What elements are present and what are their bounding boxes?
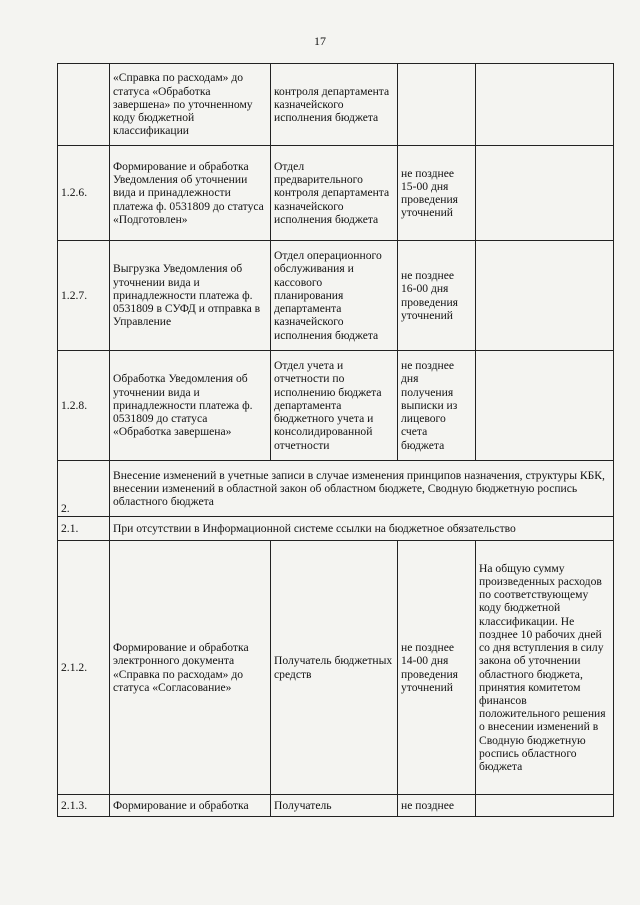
table-row [58,64,614,146]
row-note [476,146,614,241]
section-number: 2. [58,461,110,517]
table-row [58,146,614,241]
row-note [476,795,614,817]
row-action: «Справка по расходам» до статуса «Обработка завершена» по уточненному коду бюджетной классификации [110,64,271,146]
row-action: Обработка Уведомления об уточнении вида и принадлежности платежа ф. 0531809 до статуса «Обработка завершена» [110,351,271,461]
procedure-table [57,63,614,817]
row-deadline: не позднее [398,795,476,817]
row-executor: Отдел предварительного контроля департамента казначейского исполнения бюджета [271,146,398,241]
row-executor: Получатель бюджетных средств [271,541,398,795]
subsection-title: При отсутствии в Информационной системе ссылки на бюджетное обязательство [110,517,614,541]
section-title: Внесение изменений в учетные записи в случае изменения принципов назначения, структуры КБК, внесении изменений в областной закон об областном бюджете, Сводную бюджетную роспись областного бюджета [110,461,614,517]
row-deadline [398,64,476,146]
row-action: Формирование и обработка электронного документа «Справка по расходам» до статуса «Согласование» [110,541,271,795]
table-row [58,241,614,351]
row-action: Выгрузка Уведомления об уточнении вида и принадлежности платежа ф. 0531809 в СУФД и отправка в Управление [110,241,271,351]
table-row [58,351,614,461]
row-note [476,241,614,351]
row-number: 1.2.6. [58,146,110,241]
subsection-row [58,517,614,541]
row-deadline: не позднее 15-00 дня проведения уточнений [398,146,476,241]
page-number: 17 [314,34,326,48]
subsection-number: 2.1. [58,517,110,541]
table-row [58,795,614,817]
row-deadline: не позднее дня получения выписки из лицевого счета бюджета [398,351,476,461]
row-executor: Отдел операционного обслуживания и кассового планирования департамента казначейского исполнения бюджета [271,241,398,351]
row-note [476,351,614,461]
section-row [58,461,614,517]
row-number [58,64,110,146]
row-executor: Отдел учета и отчетности по исполнению бюджета департамента бюджетного учета и консолидированной отчетности [271,351,398,461]
row-number: 1.2.7. [58,241,110,351]
row-note: На общую сумму произведенных расходов по соответствующему коду бюджетной классификации. Не позднее 10 рабочих дней со дня вступления в силу закона об уточнении областного бюджета, принятия комитетом финансов положительного решения о внесении изменений в Сводную бюджетную роспись областного бюджета [476,541,614,795]
row-deadline: не позднее 16-00 дня проведения уточнений [398,241,476,351]
table-row [58,541,614,795]
row-note [476,64,614,146]
row-executor: контроля департамента казначейского исполнения бюджета [271,64,398,146]
row-executor: Получатель [271,795,398,817]
row-number: 2.1.2. [58,541,110,795]
row-action: Формирование и обработка Уведомления об уточнении вида и принадлежности платежа ф. 0531809 до статуса «Подготовлен» [110,146,271,241]
row-number: 2.1.3. [58,795,110,817]
row-deadline: не позднее 14-00 дня проведения уточнений [398,541,476,795]
row-number: 1.2.8. [58,351,110,461]
row-action: Формирование и обработка [110,795,271,817]
